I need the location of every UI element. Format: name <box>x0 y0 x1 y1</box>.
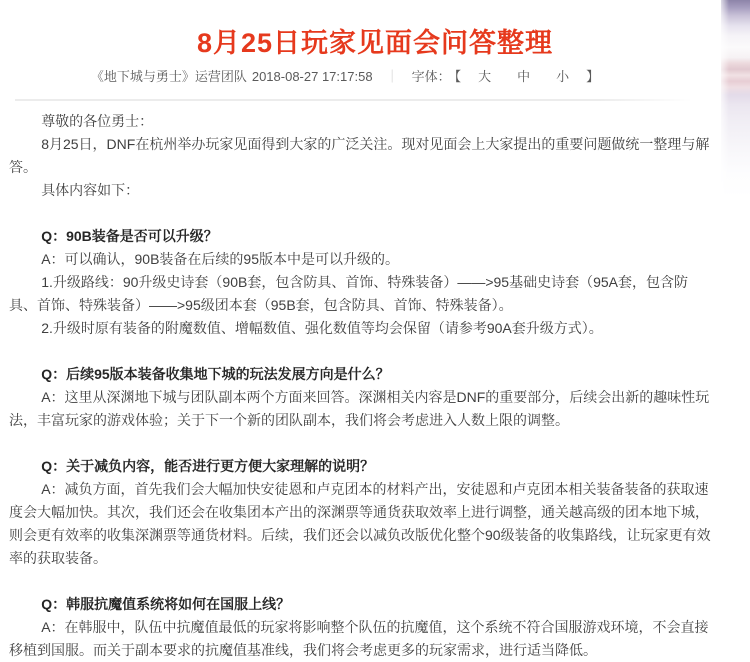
qa-answer-paragraph: 1.升级路线：90升级史诗套（90B套，包含防具、首饰、特殊装备）——>95基础史诗套（95A套，包含防具、首饰、特殊装备）——>95级团本套（95B套，包含防具、首饰、特殊装备）。 <box>9 274 689 313</box>
qa-question: Q：关于减负内容，能否进行更方便大家理解的说明？ <box>41 458 375 474</box>
font-size-medium-link[interactable]: 中 <box>517 69 531 84</box>
article-byline <box>0 68 722 86</box>
intro-paragraph: 尊敬的各位勇士： <box>41 113 154 129</box>
qa-answer-paragraph: A：在韩服中，队伍中抗魔值最低的玩家将影响整个队伍的抗魔值，这个系统不符合国服游戏环境，不会直接移植到国服。而关于副本要求的抗魔值基准线，我们将会考虑更多的玩家需求，进行适当降低。 <box>9 619 709 658</box>
qa-block <box>9 225 712 340</box>
qa-question: Q：后续95版本装备收集地下城的玩法发展方向是什么？ <box>41 366 390 382</box>
qa-answer-paragraph: A：这里从深渊地下城与团队副本两个方面来回答。深渊相关内容是DNF的重要部分，后续会出新的趣味性玩法，丰富玩家的游戏体验；关于下一个新的团队副本，我们将会考虑进入人数上限的调整。 <box>9 389 710 428</box>
qa-block <box>9 455 712 570</box>
font-bracket-close: 】 <box>586 69 600 84</box>
article-datetime: 2018-08-27 17:17:58 <box>251 69 373 84</box>
article-body <box>0 101 750 662</box>
font-bracket-open: 【 <box>454 69 462 84</box>
font-size-label: 字体： <box>411 69 451 84</box>
qa-question: Q：90B装备是否可以升级？ <box>41 228 218 244</box>
font-size-small-link[interactable]: 小 <box>556 69 570 84</box>
qa-question: Q：韩服抗魔值系统将如何在国服上线？ <box>41 596 291 612</box>
intro-section <box>9 110 712 202</box>
planet-decoration-image <box>721 0 750 198</box>
qa-answer-paragraph: A：减负方面，首先我们会大幅加快安徒恩和卢克团本的材料产出，安徒恩和卢克团本相关装备装备的获取速度会大幅加快。其次，我们还会在收集团本产出的深渊票等通货获取效率上进行调整，通关越高级的团本地下城，则会更有效率的收集深渊票等通货材料。后续，我们还会以减负改版优化整个90级装备的收集路线，让玩家更有效率的获取装备。 <box>9 481 711 566</box>
qa-section <box>9 225 712 662</box>
font-size-large-link[interactable]: 大 <box>478 69 492 84</box>
qa-answer-paragraph: 2.升级时原有装备的附魔数值、增幅数值、强化数值等均会保留（请参考90A套升级方式）。 <box>41 320 603 336</box>
article-source: 《地下城与勇士》运营团队 <box>90 69 247 84</box>
intro-paragraph: 8月25日，DNF在杭州举办玩家见面得到大家的广泛关注。现对见面会上大家提出的重要问题做统一整理与解答。 <box>9 136 710 175</box>
page-title: 8月25日玩家见面会问答整理 <box>196 28 554 58</box>
article-header <box>0 0 750 86</box>
qa-answer-paragraph: A：可以确认，90B装备在后续的95版本中是可以升级的。 <box>41 251 400 267</box>
byline-separator: ｜ <box>385 69 399 84</box>
qa-block <box>9 363 712 432</box>
intro-paragraph: 具体内容如下： <box>41 182 140 198</box>
